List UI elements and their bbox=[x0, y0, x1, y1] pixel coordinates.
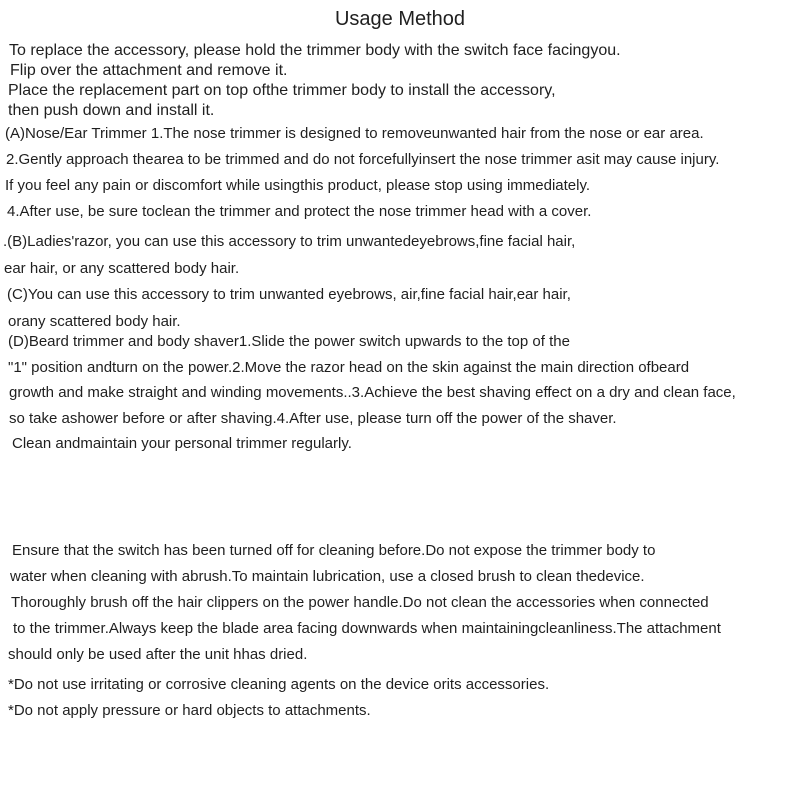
text-line: Flip over the attachment and remove it. bbox=[10, 62, 288, 79]
text-line: To replace the accessory, please hold the trimmer body with the switch face facingyou. bbox=[9, 42, 621, 59]
text-line: water when cleaning with abrush.To maintain lubrication, use a closed brush to clean thedevice. bbox=[10, 568, 645, 585]
text-line: ear hair, or any scattered body hair. bbox=[4, 259, 240, 277]
text-line: should only be used after the unit hhas dried. bbox=[8, 646, 308, 663]
text-line: Place the replacement part on top ofthe trimmer body to install the accessory, bbox=[8, 82, 556, 99]
text-line: 4.After use, be sure toclean the trimmer and protect the nose trimmer head with a cover. bbox=[7, 203, 592, 220]
section-nose-ear-trimmer bbox=[0, 121, 800, 225]
text-line: (A)Nose/Ear Trimmer 1.The nose trimmer is designed to removeunwanted hair from the nose or ear area. bbox=[5, 125, 704, 142]
section-beard-trimmer-shaver bbox=[0, 329, 800, 457]
text-line: so take ashower before or after shaving.4.After use, please turn off the power of the shaver. bbox=[9, 409, 617, 427]
text-line: (C)You can use this accessory to trim unwanted eyebrows, air,fine facial hair,ear hair, bbox=[7, 286, 571, 303]
text-line: Clean andmaintain your personal trimmer regularly. bbox=[12, 435, 352, 452]
text-line: orany scattered body hair. bbox=[8, 312, 181, 330]
text-line: Thoroughly brush off the hair clippers on the power handle.Do not clean the accessories when connected bbox=[11, 594, 709, 611]
text-line: Ensure that the switch has been turned off for cleaning before.Do not expose the trimmer body to bbox=[12, 542, 656, 559]
text-line: (D)Beard trimmer and body shaver1.Slide the power switch upwards to the top of the bbox=[8, 333, 570, 350]
text-line: If you feel any pain or discomfort while usingthis product, please stop using immediately. bbox=[5, 177, 591, 194]
text-line: "1" position andturn on the power.2.Move the razor head on the skin against the main direction ofbeard bbox=[8, 358, 690, 376]
text-line: *Do not use irritating or corrosive cleaning agents on the device orits accessories. bbox=[8, 676, 550, 693]
text-line: to the trimmer.Always keep the blade area facing downwards when maintainingcleanliness.The attachment bbox=[13, 620, 721, 637]
text-line: growth and make straight and winding movements..3.Achieve the best shaving effect on a dry and clean face, bbox=[9, 384, 736, 401]
section-replace-instructions bbox=[0, 41, 800, 121]
page-title: Usage Method bbox=[334, 8, 466, 30]
text-line: .(B)Ladies'razor, you can use this accessory to trim unwantedeyebrows,fine facial hair, bbox=[3, 233, 576, 250]
section-ladies-razor bbox=[0, 229, 800, 335]
text-line: *Do not apply pressure or hard objects to attachments. bbox=[8, 702, 371, 719]
section-cleaning-instructions bbox=[0, 538, 800, 668]
section-warnings bbox=[0, 672, 800, 724]
text-line: 2.Gently approach thearea to be trimmed and do not forcefullyinsert the nose trimmer asit may cause injury. bbox=[6, 151, 720, 168]
text-line: then push down and install it. bbox=[8, 102, 215, 119]
